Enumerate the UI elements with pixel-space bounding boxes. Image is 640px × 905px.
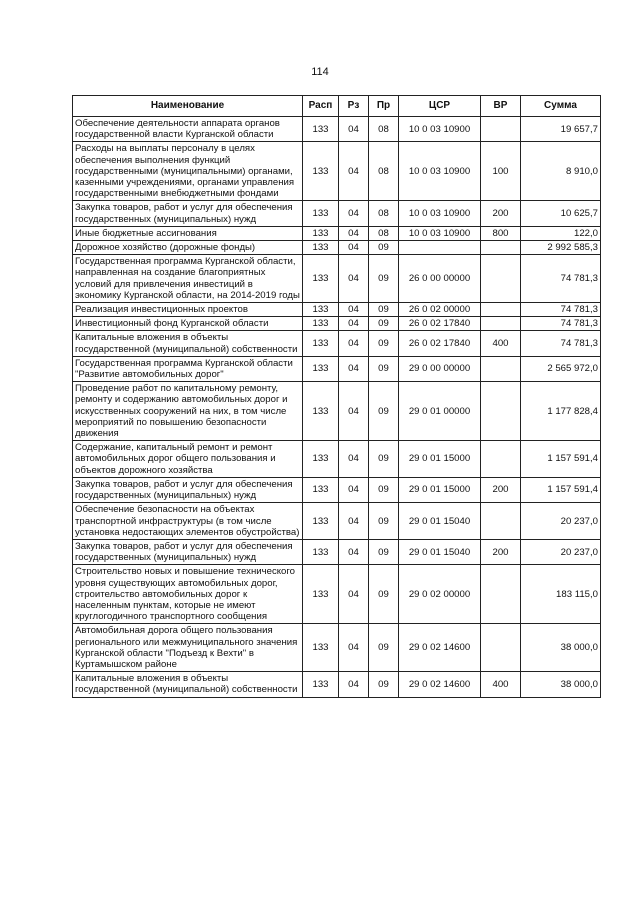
table-row xyxy=(73,255,601,303)
cell-csr: 29 0 02 00000 xyxy=(399,565,481,624)
cell-rasp: 133 xyxy=(303,382,339,441)
cell-pr: 09 xyxy=(369,539,399,564)
cell-name: Иные бюджетные ассигнования xyxy=(73,226,303,240)
cell-rasp: 133 xyxy=(303,331,339,356)
table-row xyxy=(73,142,601,201)
cell-sum: 74 781,3 xyxy=(521,331,601,356)
table-row xyxy=(73,539,601,564)
cell-pr: 09 xyxy=(369,317,399,331)
table-row xyxy=(73,624,601,672)
cell-sum: 20 237,0 xyxy=(521,503,601,540)
cell-pr: 09 xyxy=(369,624,399,672)
cell-sum: 183 115,0 xyxy=(521,565,601,624)
cell-csr: 29 0 01 15040 xyxy=(399,503,481,540)
header-vr: ВР xyxy=(481,96,521,117)
cell-csr: 29 0 02 14600 xyxy=(399,672,481,697)
cell-name: Закупка товаров, работ и услуг для обеспечения государственных (муниципальных) нужд xyxy=(73,477,303,502)
table-row xyxy=(73,382,601,441)
cell-sum: 19 657,7 xyxy=(521,117,601,142)
cell-sum: 2 992 585,3 xyxy=(521,241,601,255)
cell-sum: 74 781,3 xyxy=(521,303,601,317)
cell-csr: 10 0 03 10900 xyxy=(399,201,481,226)
cell-rasp: 133 xyxy=(303,503,339,540)
cell-vr: 200 xyxy=(481,539,521,564)
cell-rz: 04 xyxy=(339,117,369,142)
cell-vr xyxy=(481,441,521,478)
table-row xyxy=(73,117,601,142)
cell-rasp: 133 xyxy=(303,142,339,201)
header-csr: ЦСР xyxy=(399,96,481,117)
table-row xyxy=(73,241,601,255)
header-rasp: Расп xyxy=(303,96,339,117)
cell-pr: 09 xyxy=(369,241,399,255)
cell-csr: 10 0 03 10900 xyxy=(399,142,481,201)
cell-vr: 200 xyxy=(481,477,521,502)
cell-pr: 08 xyxy=(369,142,399,201)
cell-vr xyxy=(481,241,521,255)
cell-rasp: 133 xyxy=(303,539,339,564)
cell-csr: 29 0 02 14600 xyxy=(399,624,481,672)
cell-vr: 800 xyxy=(481,226,521,240)
cell-vr: 200 xyxy=(481,201,521,226)
header-rz: Рз xyxy=(339,96,369,117)
cell-pr: 09 xyxy=(369,356,399,381)
table-row xyxy=(73,477,601,502)
cell-rasp: 133 xyxy=(303,317,339,331)
cell-vr: 400 xyxy=(481,331,521,356)
cell-rz: 04 xyxy=(339,255,369,303)
table-row xyxy=(73,565,601,624)
header-pr: Пр xyxy=(369,96,399,117)
cell-rz: 04 xyxy=(339,441,369,478)
cell-rz: 04 xyxy=(339,303,369,317)
cell-rz: 04 xyxy=(339,241,369,255)
cell-vr xyxy=(481,356,521,381)
cell-pr: 09 xyxy=(369,477,399,502)
cell-name: Обеспечение безопасности на объектах транспортной инфраструктуры (в том числе установка недостающих элементов обустройства) xyxy=(73,503,303,540)
cell-sum: 38 000,0 xyxy=(521,624,601,672)
cell-rz: 04 xyxy=(339,624,369,672)
cell-name: Государственная программа Курганской области "Развитие автомобильных дорог" xyxy=(73,356,303,381)
cell-name: Закупка товаров, работ и услуг для обеспечения государственных (муниципальных) нужд xyxy=(73,201,303,226)
table-body xyxy=(73,117,601,698)
cell-pr: 09 xyxy=(369,331,399,356)
cell-rz: 04 xyxy=(339,142,369,201)
cell-csr: 26 0 02 17840 xyxy=(399,317,481,331)
table-row xyxy=(73,441,601,478)
table-row xyxy=(73,226,601,240)
cell-name: Дорожное хозяйство (дорожные фонды) xyxy=(73,241,303,255)
cell-rasp: 133 xyxy=(303,255,339,303)
cell-csr: 29 0 01 15040 xyxy=(399,539,481,564)
cell-vr xyxy=(481,565,521,624)
table-row xyxy=(73,672,601,697)
cell-vr xyxy=(481,303,521,317)
cell-vr xyxy=(481,624,521,672)
cell-vr xyxy=(481,117,521,142)
cell-rz: 04 xyxy=(339,503,369,540)
cell-rasp: 133 xyxy=(303,241,339,255)
cell-sum: 74 781,3 xyxy=(521,255,601,303)
cell-csr: 29 0 01 15000 xyxy=(399,477,481,502)
cell-csr: 10 0 03 10900 xyxy=(399,117,481,142)
cell-name: Строительство новых и повышение технического уровня существующих автомобильных дорог, строительство автомобильных дорог к населенным пунктам, которые не имеют круглогодичного транспортного сообщения xyxy=(73,565,303,624)
cell-rasp: 133 xyxy=(303,477,339,502)
table-row xyxy=(73,331,601,356)
cell-sum: 20 237,0 xyxy=(521,539,601,564)
cell-pr: 09 xyxy=(369,565,399,624)
cell-rasp: 133 xyxy=(303,356,339,381)
cell-rasp: 133 xyxy=(303,624,339,672)
cell-rz: 04 xyxy=(339,539,369,564)
header-sum: Сумма xyxy=(521,96,601,117)
cell-rz: 04 xyxy=(339,356,369,381)
cell-vr xyxy=(481,382,521,441)
cell-name: Содержание, капитальный ремонт и ремонт автомобильных дорог общего пользования и объектов дорожного хозяйства xyxy=(73,441,303,478)
cell-pr: 09 xyxy=(369,255,399,303)
cell-rasp: 133 xyxy=(303,201,339,226)
cell-name: Закупка товаров, работ и услуг для обеспечения государственных (муниципальных) нужд xyxy=(73,539,303,564)
cell-csr: 29 0 01 00000 xyxy=(399,382,481,441)
cell-rasp: 133 xyxy=(303,226,339,240)
cell-pr: 08 xyxy=(369,201,399,226)
cell-rz: 04 xyxy=(339,565,369,624)
cell-name: Капитальные вложения в объекты государственной (муниципальной) собственности xyxy=(73,331,303,356)
header-name: Наименование xyxy=(73,96,303,117)
cell-name: Автомобильная дорога общего пользования регионального или межмуниципального значения Курганской области "Подъезд к Вехти" в Куртамышском районе xyxy=(73,624,303,672)
table-row xyxy=(73,356,601,381)
cell-vr: 400 xyxy=(481,672,521,697)
cell-pr: 08 xyxy=(369,226,399,240)
cell-pr: 09 xyxy=(369,503,399,540)
page-number: 114 xyxy=(311,66,329,78)
cell-vr: 100 xyxy=(481,142,521,201)
table-header-row xyxy=(73,96,601,117)
cell-pr: 09 xyxy=(369,382,399,441)
cell-rasp: 133 xyxy=(303,565,339,624)
cell-name: Государственная программа Курганской области, направленная на создание благоприятных условий для привлечения инвестиций в экономику Курганской области, на 2014-2019 годы xyxy=(73,255,303,303)
cell-rz: 04 xyxy=(339,226,369,240)
cell-rasp: 133 xyxy=(303,441,339,478)
cell-csr: 26 0 02 00000 xyxy=(399,303,481,317)
cell-sum: 1 177 828,4 xyxy=(521,382,601,441)
cell-name: Расходы на выплаты персоналу в целях обеспечения выполнения функций государственными (муниципальными) органами, казенными учреждениями, органами управления государственными внебюджетными фондами xyxy=(73,142,303,201)
cell-name: Капитальные вложения в объекты государственной (муниципальной) собственности xyxy=(73,672,303,697)
cell-sum: 38 000,0 xyxy=(521,672,601,697)
cell-sum: 1 157 591,4 xyxy=(521,477,601,502)
table-row xyxy=(73,303,601,317)
cell-name: Инвестиционный фонд Курганской области xyxy=(73,317,303,331)
cell-sum: 74 781,3 xyxy=(521,317,601,331)
cell-csr: 26 0 02 17840 xyxy=(399,331,481,356)
cell-pr: 09 xyxy=(369,303,399,317)
cell-vr xyxy=(481,317,521,331)
cell-rasp: 133 xyxy=(303,672,339,697)
cell-sum: 10 625,7 xyxy=(521,201,601,226)
cell-sum: 8 910,0 xyxy=(521,142,601,201)
table-row xyxy=(73,201,601,226)
cell-pr: 09 xyxy=(369,441,399,478)
table-row xyxy=(73,317,601,331)
cell-sum: 122,0 xyxy=(521,226,601,240)
cell-csr: 10 0 03 10900 xyxy=(399,226,481,240)
cell-rz: 04 xyxy=(339,201,369,226)
cell-sum: 2 565 972,0 xyxy=(521,356,601,381)
cell-rasp: 133 xyxy=(303,303,339,317)
table-row xyxy=(73,503,601,540)
cell-name: Проведение работ по капитальному ремонту, ремонту и содержанию автомобильных дорог и искусственных сооружений на них, в том числе мероприятий по повышению безопасности движения xyxy=(73,382,303,441)
cell-rz: 04 xyxy=(339,382,369,441)
cell-rz: 04 xyxy=(339,672,369,697)
cell-csr xyxy=(399,241,481,255)
cell-vr xyxy=(481,503,521,540)
cell-name: Обеспечение деятельности аппарата органов государственной власти Курганской области xyxy=(73,117,303,142)
cell-sum: 1 157 591,4 xyxy=(521,441,601,478)
budget-table xyxy=(72,95,601,698)
cell-csr: 29 0 00 00000 xyxy=(399,356,481,381)
cell-rasp: 133 xyxy=(303,117,339,142)
cell-rz: 04 xyxy=(339,331,369,356)
cell-pr: 08 xyxy=(369,117,399,142)
cell-rz: 04 xyxy=(339,317,369,331)
cell-pr: 09 xyxy=(369,672,399,697)
cell-rz: 04 xyxy=(339,477,369,502)
cell-name: Реализация инвестиционных проектов xyxy=(73,303,303,317)
cell-vr xyxy=(481,255,521,303)
cell-csr: 26 0 00 00000 xyxy=(399,255,481,303)
cell-csr: 29 0 01 15000 xyxy=(399,441,481,478)
